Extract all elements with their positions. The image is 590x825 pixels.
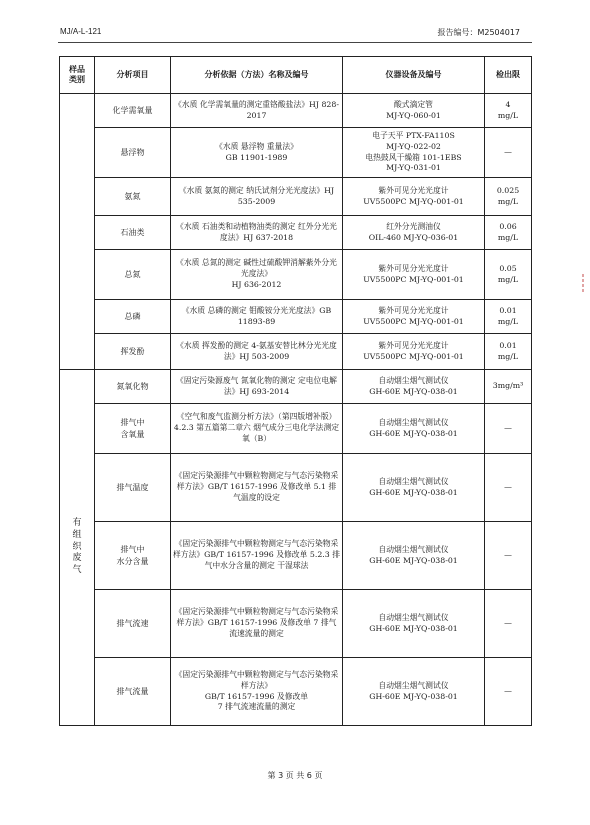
instrument-cell: 自动烟尘烟气测试仪 GH-60E MJ-YQ-038-01 <box>343 522 485 590</box>
instrument-cell: 紫外可见分光光度计 UV5500PC MJ-YQ-001-01 <box>343 178 485 216</box>
method-cell: 《水质 氨氮的测定 纳氏试剂分光光度法》HJ 535-2009 <box>171 178 343 216</box>
table-row <box>60 404 532 454</box>
item-cell: 排气中 含氧量 <box>95 404 171 454</box>
item-cell: 挥发酚 <box>95 334 171 370</box>
detection-limit-cell: 0.05 mg/L <box>485 250 532 300</box>
document-code: MJ/A-L-121 <box>60 27 102 36</box>
table-row <box>60 216 532 250</box>
detection-limit-cell: — <box>485 128 532 178</box>
item-cell: 排气流速 <box>95 590 171 658</box>
sample-category-cell: 有 组 织 废 气 <box>60 370 95 726</box>
analysis-methods-table <box>59 56 532 726</box>
table-row <box>60 94 532 128</box>
column-header-detection-limit: 检出限 <box>485 57 532 94</box>
item-cell: 氮氧化物 <box>95 370 171 404</box>
table-row <box>60 658 532 726</box>
detection-limit-cell: — <box>485 522 532 590</box>
item-cell: 氨氮 <box>95 178 171 216</box>
method-cell: 《水质 石油类和动植物油类的测定 红外分光光度法》HJ 637-2018 <box>171 216 343 250</box>
header-divider <box>58 42 532 43</box>
method-cell: 《固定污染源排气中颗粒物测定与气态污染物采样方法》GB/T 16157-1996 及修改单 5.1 排气温度的设定 <box>171 454 343 522</box>
instrument-cell: 自动烟尘烟气测试仪 GH-60E MJ-YQ-038-01 <box>343 454 485 522</box>
column-header-instrument: 仪器设备及编号 <box>343 57 485 94</box>
page-number: 第 3 页 共 6 页 <box>267 771 323 780</box>
table-row <box>60 522 532 590</box>
instrument-cell: 紫外可见分光光度计 UV5500PC MJ-YQ-001-01 <box>343 300 485 334</box>
item-cell: 总磷 <box>95 300 171 334</box>
detection-limit-cell: 0.01 mg/L <box>485 300 532 334</box>
item-cell: 排气流量 <box>95 658 171 726</box>
seal-marks <box>580 272 586 306</box>
item-cell: 总氮 <box>95 250 171 300</box>
method-cell: 《水质 化学需氧量的测定重铬酸盐法》HJ 828-2017 <box>171 94 343 128</box>
table-header-row <box>60 57 532 94</box>
item-cell: 化学需氧量 <box>95 94 171 128</box>
table-row <box>60 128 532 178</box>
method-cell: 《固定污染源排气中颗粒物测定与气态污染物采样方法》 GB/T 16157-1996 及修改单 7 排气流速流量的测定 <box>171 658 343 726</box>
table-row <box>60 178 532 216</box>
table-row <box>60 370 532 404</box>
method-cell: 《水质 挥发酚的测定 4-氨基安替比林分光光度法》HJ 503-2009 <box>171 334 343 370</box>
sample-category-cell <box>60 94 95 370</box>
detection-limit-cell: — <box>485 658 532 726</box>
detection-limit-cell: — <box>485 590 532 658</box>
detection-limit-cell: 0.06 mg/L <box>485 216 532 250</box>
detection-limit-cell: — <box>485 404 532 454</box>
table-row <box>60 590 532 658</box>
method-cell: 《水质 总磷的测定 钼酸铵分光光度法》GB 11893-89 <box>171 300 343 334</box>
table-row <box>60 454 532 522</box>
table-row <box>60 250 532 300</box>
item-cell: 悬浮物 <box>95 128 171 178</box>
table-body <box>60 94 532 726</box>
detection-limit-cell: 4 mg/L <box>485 94 532 128</box>
detection-limit-cell: — <box>485 454 532 522</box>
method-cell: 《固定污染源排气中颗粒物测定与气态污染物采样方法》GB/T 16157-1996 及修改单 7 排气流速流量的测定 <box>171 590 343 658</box>
detection-limit-cell: 0.01 mg/L <box>485 334 532 370</box>
method-cell: 《空气和废气监测分析方法》（第四版增补版）4.2.3 第五篇第二章六 烟气成分三电化学法测定氧（B） <box>171 404 343 454</box>
column-header-analysis-item: 分析项目 <box>95 57 171 94</box>
item-cell: 排气中 水分含量 <box>95 522 171 590</box>
instrument-cell: 自动烟尘烟气测试仪 GH-60E MJ-YQ-038-01 <box>343 658 485 726</box>
table-row <box>60 300 532 334</box>
instrument-cell: 自动烟尘烟气测试仪 GH-60E MJ-YQ-038-01 <box>343 404 485 454</box>
report-number: 报告编号：M2504017 <box>437 28 520 37</box>
instrument-cell: 自动烟尘烟气测试仪 GH-60E MJ-YQ-038-01 <box>343 370 485 404</box>
column-header-sample-category: 样品 类别 <box>60 57 95 94</box>
item-cell: 排气温度 <box>95 454 171 522</box>
instrument-cell: 红外分光测油仪 OIL-460 MJ-YQ-036-01 <box>343 216 485 250</box>
method-cell: 《固定污染源废气 氮氧化物的测定 定电位电解法》HJ 693-2014 <box>171 370 343 404</box>
instrument-cell: 酸式滴定管 MJ-YQ-060-01 <box>343 94 485 128</box>
instrument-cell: 自动烟尘烟气测试仪 GH-60E MJ-YQ-038-01 <box>343 590 485 658</box>
method-cell: 《水质 总氮的测定 碱性过硫酸钾消解紫外分光光度法》 HJ 636-2012 <box>171 250 343 300</box>
item-cell: 石油类 <box>95 216 171 250</box>
column-header-method: 分析依据（方法）名称及编号 <box>171 57 343 94</box>
detection-limit-cell: 3mg/m³ <box>485 370 532 404</box>
detection-limit-cell: 0.025 mg/L <box>485 178 532 216</box>
method-cell: 《水质 悬浮物 重量法》 GB 11901-1989 <box>171 128 343 178</box>
instrument-cell: 紫外可见分光光度计 UV5500PC MJ-YQ-001-01 <box>343 250 485 300</box>
table-row <box>60 334 532 370</box>
method-cell: 《固定污染源排气中颗粒物测定与气态污染物采样方法》GB/T 16157-1996 及修改单 5.2.3 排气中水分含量的测定 干湿球法 <box>171 522 343 590</box>
instrument-cell: 电子天平 PTX-FA110S MJ-YQ-022-02 电热鼓风干燥箱 101-1EBS MJ-YQ-031-01 <box>343 128 485 178</box>
instrument-cell: 紫外可见分光光度计 UV5500PC MJ-YQ-001-01 <box>343 334 485 370</box>
